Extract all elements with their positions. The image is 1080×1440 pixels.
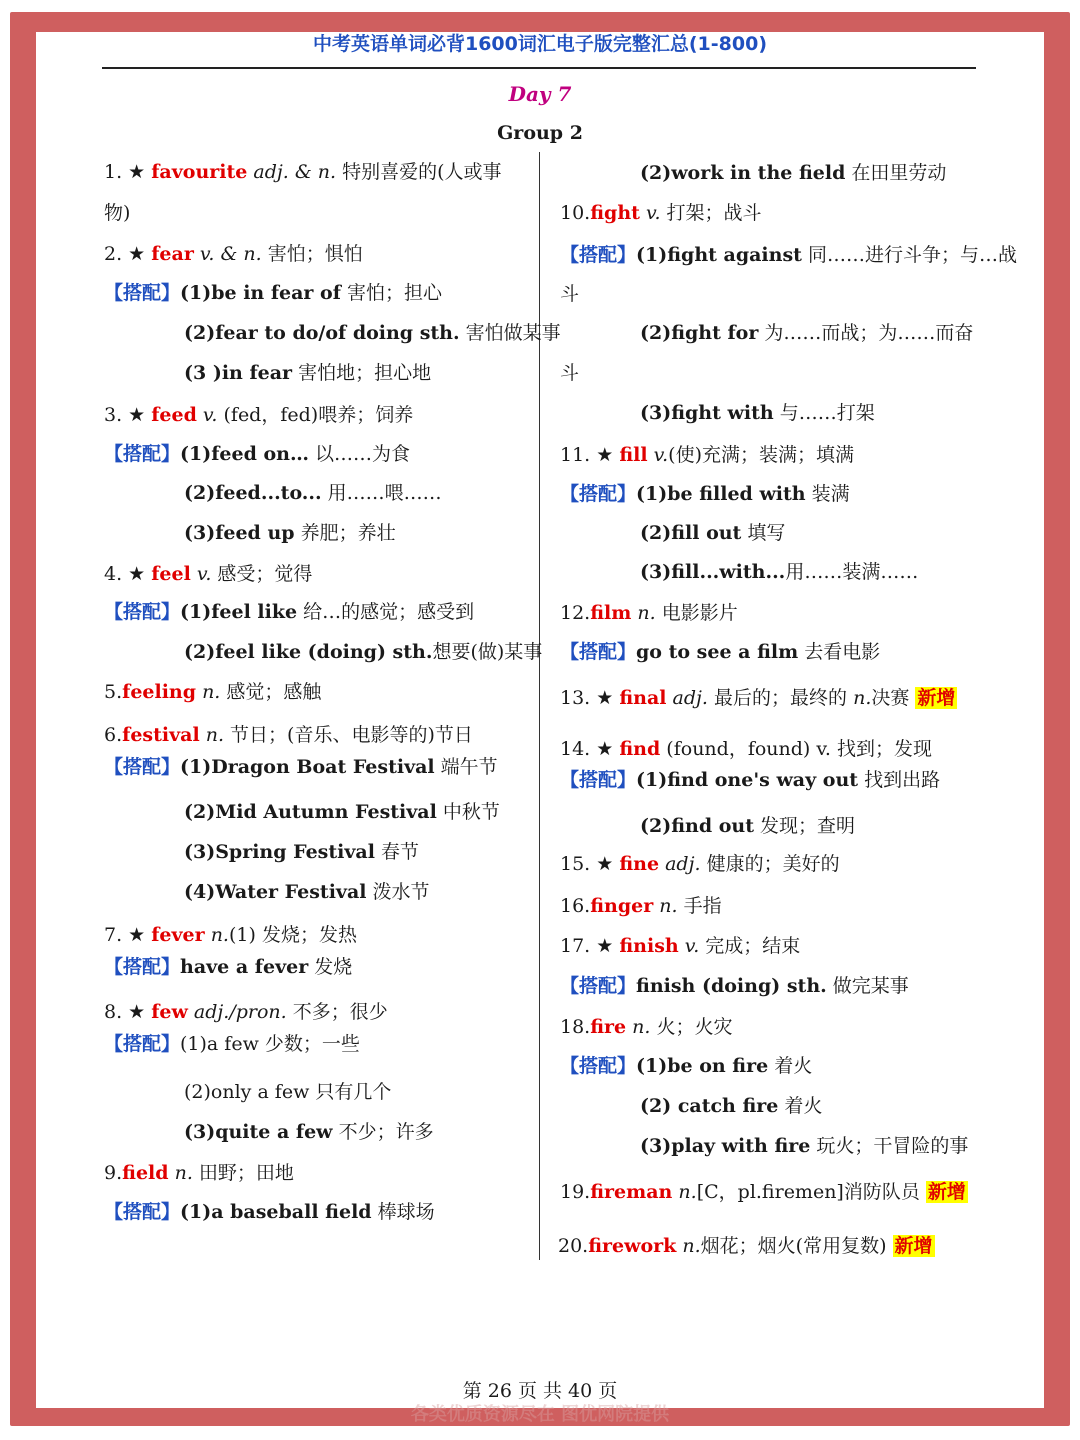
star-icon: ★ xyxy=(596,853,620,875)
star-icon: ★ xyxy=(128,243,152,265)
new-badge: 新增 xyxy=(894,1235,933,1257)
collocation: (2)only a few 只有几个 xyxy=(184,1081,392,1103)
entry-final: 13. ★ final adj. 最后的；最终的 n.决赛 新增 xyxy=(560,687,956,709)
collocation: (2)find out 发现；查明 xyxy=(640,815,856,837)
collocation: 【搭配】go to see a film 去看电影 xyxy=(560,641,881,663)
collocation: (2)fight for 为……而战；为……而奋 xyxy=(640,322,974,344)
collocation: (2)Mid Autumn Festival 中秋节 xyxy=(184,801,500,823)
star-icon: ★ xyxy=(596,444,620,466)
new-badge: 新增 xyxy=(927,1181,966,1203)
star-icon: ★ xyxy=(128,924,152,946)
entry-fill: 11. ★ fill v.(使)充满；装满；填满 xyxy=(560,444,854,466)
collocation: (3)quite a few 不少；许多 xyxy=(184,1121,434,1143)
entry-finish: 17. ★ finish v. 完成；结束 xyxy=(560,935,801,957)
collocation-cont: 斗 xyxy=(560,362,580,384)
collocation: (3 )in fear 害怕地；担心地 xyxy=(184,362,432,384)
collocation: 【搭配】have a fever 发烧 xyxy=(104,956,353,978)
collocation: (3)Spring Festival 春节 xyxy=(184,841,419,863)
entry-finger: 16.finger n. 手指 xyxy=(560,895,722,917)
column-divider xyxy=(539,152,540,1260)
collocation: 【搭配】(1)find one's way out 找到出路 xyxy=(560,769,941,791)
watermark: 各类优质资源尽在 图优网院提供 xyxy=(410,1404,670,1425)
document-title: 中考英语单词必背1600词汇电子版完整汇总(1-800) xyxy=(312,33,768,55)
star-icon: ★ xyxy=(596,687,620,709)
collocation-cont: 斗 xyxy=(560,283,580,305)
page-footer: 第 26 页 共 40 页 xyxy=(462,1380,618,1402)
collocation: 【搭配】(1)a few 少数；一些 xyxy=(104,1033,360,1055)
collocation: (2)fear to do/of doing sth. 害怕做某事 xyxy=(184,322,561,344)
collocation: (2)work in the field 在田里劳动 xyxy=(640,162,947,184)
entry-fight: 10.fight v. 打架；战斗 xyxy=(560,202,762,224)
star-icon: ★ xyxy=(128,563,152,585)
collocation: (3)feed up 养肥；养壮 xyxy=(184,522,396,544)
entry-few: 8. ★ few adj./pron. 不多；很少 xyxy=(104,1001,388,1023)
entry-favourite-cont: 物) xyxy=(104,202,131,224)
day-heading: Day 7 xyxy=(508,82,572,106)
entry-festival: 6.festival n. 节日；(音乐、电影等的)节日 xyxy=(104,724,473,746)
collocation: 【搭配】(1)be in fear of 害怕；担心 xyxy=(104,282,442,304)
collocation: (3)fill...with...用……装满…… xyxy=(640,561,919,583)
document-page xyxy=(36,32,1044,1408)
collocation: 【搭配】(1)feed on… 以……为食 xyxy=(104,443,410,465)
collocation: (2)fill out 填写 xyxy=(640,522,786,544)
new-badge: 新增 xyxy=(917,687,956,709)
entry-field: 9.field n. 田野；田地 xyxy=(104,1162,294,1184)
collocation: 【搭配】(1)be filled with 装满 xyxy=(560,483,850,505)
entry-feed: 3. ★ feed v. (fed，fed)喂养；饲养 xyxy=(104,404,414,426)
collocation: (3)fight with 与……打架 xyxy=(640,402,875,424)
star-icon: ★ xyxy=(128,161,152,183)
collocation: (4)Water Festival 泼水节 xyxy=(184,881,430,903)
star-icon: ★ xyxy=(128,1001,152,1023)
collocation: 【搭配】(1)be on fire 着火 xyxy=(560,1055,813,1077)
entry-fear: 2. ★ fear v. & n. 害怕；惧怕 xyxy=(104,243,363,265)
collocation: 【搭配】(1)a baseball field 棒球场 xyxy=(104,1201,435,1223)
collocation: 【搭配】finish (doing) sth. 做完某事 xyxy=(560,975,909,997)
entry-film: 12.film n. 电影影片 xyxy=(560,602,738,624)
collocation: 【搭配】(1)feel like 给…的感觉；感受到 xyxy=(104,601,475,623)
collocation: (2) catch fire 着火 xyxy=(640,1095,823,1117)
header-rule xyxy=(102,67,976,69)
entry-fireman: 19.fireman n.[C，pl.firemen]消防队员 新增 xyxy=(560,1181,966,1203)
entry-favourite: 1. ★ favourite adj. & n. 特别喜爱的(人或事 xyxy=(104,161,502,183)
entry-fire: 18.fire n. 火；火灾 xyxy=(560,1016,733,1038)
collocation: (3)play with fire 玩火；干冒险的事 xyxy=(640,1135,969,1157)
star-icon: ★ xyxy=(128,404,152,426)
collocation: (2)feed...to... 用……喂…… xyxy=(184,482,442,504)
entry-find: 14. ★ find (found，found) v. 找到；发现 xyxy=(560,738,932,760)
collocation: 【搭配】(1)fight against 同……进行斗争；与…战 xyxy=(560,244,1017,266)
entry-firework: 20.firework n.烟花；烟火(常用复数) 新增 xyxy=(558,1235,933,1257)
star-icon: ★ xyxy=(596,935,620,957)
group-heading: Group 2 xyxy=(497,122,583,144)
entry-fine: 15. ★ fine adj. 健康的；美好的 xyxy=(560,853,840,875)
entry-fever: 7. ★ fever n.(1) 发烧；发热 xyxy=(104,924,357,946)
entry-feeling: 5.feeling n. 感觉；感触 xyxy=(104,681,322,703)
entry-feel: 4. ★ feel v. 感受；觉得 xyxy=(104,563,313,585)
collocation: (2)feel like (doing) sth.想要(做)某事 xyxy=(184,641,543,663)
star-icon: ★ xyxy=(596,738,620,760)
collocation: 【搭配】(1)Dragon Boat Festival 端午节 xyxy=(104,756,498,778)
